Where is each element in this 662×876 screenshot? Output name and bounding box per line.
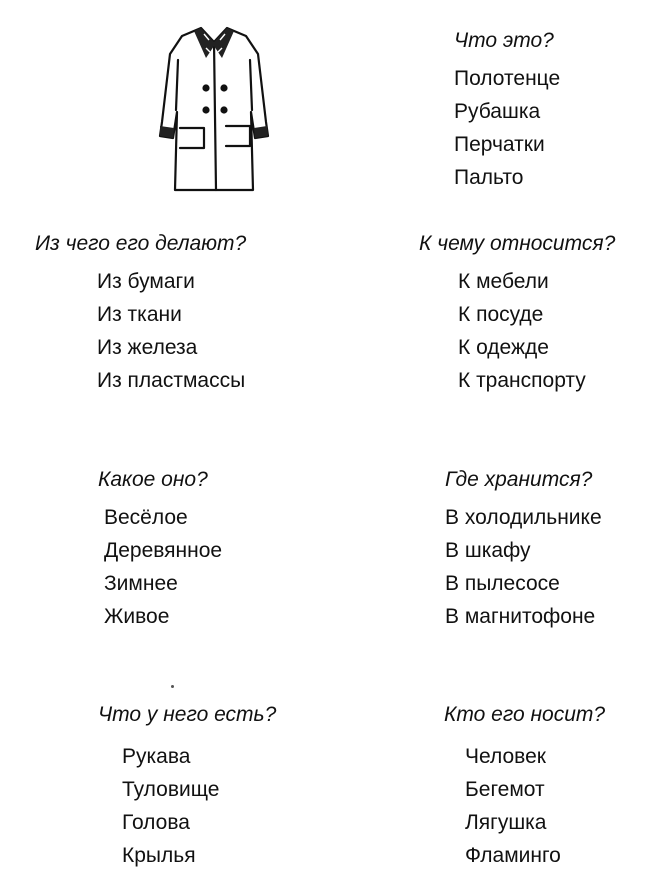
question-label: Из чего его делают? <box>35 232 247 255</box>
answer-option[interactable]: Деревянное <box>104 539 223 562</box>
answer-option[interactable]: Из пластмассы <box>97 369 246 392</box>
question-block-category <box>419 231 615 397</box>
question-label: Какое оно? <box>98 468 208 491</box>
answer-option[interactable]: Живое <box>104 605 170 628</box>
answer-option[interactable]: Зимнее <box>104 572 178 595</box>
question-block-storage <box>445 467 602 633</box>
answer-option[interactable]: Рубашка <box>454 100 541 123</box>
answer-option[interactable]: Из бумаги <box>97 270 195 293</box>
coat-icon <box>154 24 274 196</box>
answer-option[interactable]: Крылья <box>122 844 196 867</box>
answer-option[interactable]: В магнитофоне <box>445 605 596 628</box>
answer-option[interactable]: Голова <box>122 811 190 834</box>
answer-option[interactable]: Весёлое <box>104 506 188 529</box>
question-label: Кто его носит? <box>444 703 606 726</box>
question-block-material <box>35 231 246 397</box>
answer-option[interactable]: В шкафу <box>445 539 531 562</box>
answer-option[interactable]: Лягушка <box>465 811 547 834</box>
question-block-what-is-it <box>454 28 560 194</box>
question-label: К чему относится? <box>419 232 616 255</box>
question-label: Где хранится? <box>445 468 593 491</box>
question-block-who-wears <box>444 702 605 872</box>
question-label: Что у него есть? <box>98 703 277 726</box>
answer-option[interactable]: К посуде <box>458 303 544 326</box>
answer-option[interactable]: Рукава <box>122 745 191 768</box>
answer-option[interactable]: К мебели <box>458 270 549 293</box>
answer-option[interactable]: Туловище <box>122 778 220 801</box>
answer-option[interactable]: Из ткани <box>97 303 182 326</box>
answer-option[interactable]: В пылесосе <box>445 572 560 595</box>
answer-option[interactable]: Из железа <box>97 336 198 359</box>
answer-option[interactable]: К одежде <box>458 336 549 359</box>
print-speck <box>171 685 174 688</box>
answer-option[interactable]: К транспорту <box>458 369 586 392</box>
answer-option[interactable]: В холодильнике <box>445 506 602 529</box>
answer-option[interactable]: Перчатки <box>454 133 545 156</box>
question-label: Что это? <box>454 29 554 52</box>
answer-option[interactable]: Полотенце <box>454 67 561 90</box>
answer-option[interactable]: Фламинго <box>465 844 561 867</box>
answer-option[interactable]: Бегемот <box>465 778 545 801</box>
answer-option[interactable]: Пальто <box>454 166 524 189</box>
question-block-what-kind <box>98 467 222 633</box>
answer-option[interactable]: Человек <box>465 745 546 768</box>
question-block-parts <box>98 702 276 872</box>
